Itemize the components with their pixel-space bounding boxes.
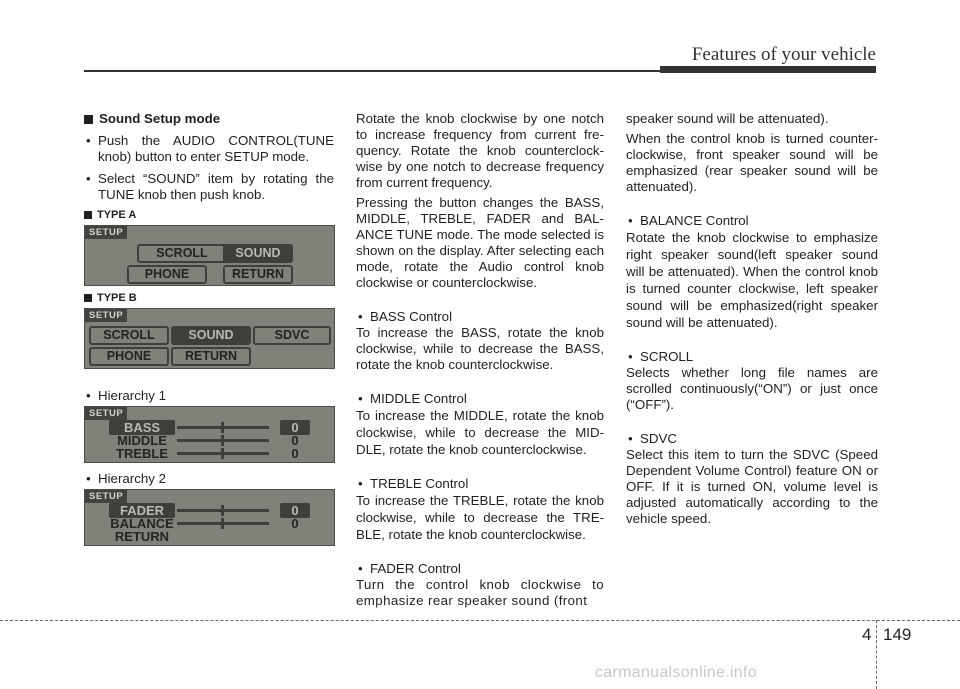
lcd-setup-tag: SETUP — [85, 407, 127, 420]
lcd-setup-tag: SETUP — [85, 490, 127, 503]
scroll-text: Selects whether long file names are scrolled continuously(“ON”) or just once (“OFF”). — [626, 365, 878, 412]
watermark: carmanualsonline.info — [595, 664, 757, 681]
square-bullet-icon — [84, 294, 92, 302]
sdvc-heading: • SDVC — [626, 431, 878, 447]
lcd-bass-slider — [177, 426, 269, 429]
lcd-fader-row: FADER — [109, 503, 175, 518]
lcd-return-item: RETURN — [171, 347, 251, 366]
lcd-middle-value: 0 — [291, 433, 299, 448]
section-heading-text: Sound Setup mode — [99, 111, 221, 126]
sdvc-text: Select this item to turn the SDVC (Speed Dependent Volume Control) feature ON or OFF. If it is turned ON, volume level is adjusted automatically according to the vehicle speed. — [626, 447, 878, 526]
lcd-balance-value: 0 — [291, 516, 299, 531]
type-b-label — [84, 292, 137, 304]
fader-text-2: When the control knob is turned counter-clockwise, front speaker sound will be emphasized (rear speaker sound will be attenuated). — [626, 131, 878, 194]
square-bullet-icon — [84, 211, 92, 219]
lcd-type-a — [84, 225, 335, 286]
slider-knob — [221, 422, 224, 433]
column-1 — [84, 111, 334, 203]
lcd-setup-tag: SETUP — [85, 309, 127, 322]
lcd-middle-row: MIDDLE — [117, 433, 167, 448]
column-3 — [626, 111, 878, 527]
scroll-heading: • SCROLL — [626, 349, 878, 365]
lcd-balance-slider — [177, 522, 269, 525]
lcd-sound-item: SOUND — [171, 326, 251, 345]
middle-heading: • MIDDLE Control — [356, 391, 604, 407]
treble-text: To increase the TREBLE, rotate the knob clockwise, while to decrease the TRE-BLE, rotate the knob counterclockwise. — [356, 493, 604, 542]
lcd-fader-value: 0 — [280, 503, 310, 518]
fader-heading: • FADER Control — [356, 561, 604, 577]
hierarchy-1-label: • Hierarchy 1 — [84, 388, 166, 403]
slider-knob — [221, 448, 224, 459]
lcd-scroll-item: SCROLL — [89, 326, 169, 345]
lcd-sound-item: SOUND — [223, 244, 293, 263]
type-a-label-text: TYPE A — [97, 209, 137, 221]
lcd-treble-value: 0 — [291, 446, 299, 461]
lcd-treble-row: TREBLE — [116, 446, 168, 461]
lcd-return-row: RETURN — [114, 529, 170, 544]
type-a-label — [84, 209, 136, 221]
footer-divider — [876, 620, 877, 689]
lcd-middle-slider — [177, 439, 269, 442]
treble-heading: • TREBLE Control — [356, 476, 604, 492]
paragraph: Pressing the button changes the BASS, MIDDLE, TREBLE, FADER and BAL-ANCE TUNE mode. The mode selected is shown on the display. After selecting each mode, rotate the Audio control knob clockwise or counterclockwise. — [356, 195, 604, 290]
lcd-phone-item: PHONE — [127, 265, 207, 284]
column-2 — [356, 111, 604, 609]
lcd-setup-tag: SETUP — [85, 226, 127, 239]
page-number: 149 — [883, 625, 912, 644]
lcd-treble-slider — [177, 452, 269, 455]
footer-rule — [0, 620, 960, 621]
bullet-item: • Select “SOUND” item by rotating the TUNE knob then push knob. — [84, 171, 334, 203]
slider-knob — [221, 518, 224, 529]
hierarchy-2-label: • Hierarchy 2 — [84, 471, 166, 486]
bass-heading: • BASS Control — [356, 309, 604, 325]
lcd-hierarchy-2 — [84, 489, 335, 546]
lcd-phone-item: PHONE — [89, 347, 169, 366]
lcd-balance-row: BALANCE — [110, 516, 174, 531]
lcd-fader-slider — [177, 509, 269, 512]
header-bar — [660, 66, 876, 73]
lcd-sdvc-item: SDVC — [253, 326, 331, 345]
balance-text: Rotate the knob clockwise to emphasize right speaker sound(left speaker sound will be attenuated). When the control knob is turned counter clockwise, left speaker sound will be emphasized(right speaker sound will be attenuated). — [626, 230, 878, 330]
section-heading — [84, 111, 334, 127]
header-rule — [84, 70, 660, 72]
lcd-hierarchy-1 — [84, 406, 335, 463]
balance-heading: • BALANCE Control — [626, 213, 878, 229]
type-b-label-text: TYPE B — [97, 292, 137, 304]
chapter-number: 4 — [862, 625, 872, 644]
lcd-type-b — [84, 308, 335, 369]
paragraph: Rotate the knob clockwise by one notch to increase frequency from current fre-quency. Rotate the knob counterclock-wise by one notch to decrease frequency from current frequency. — [356, 111, 604, 190]
bass-text: To increase the BASS, rotate the knob clockwise, while to decrease the BASS, rotate the knob counterclockwise. — [356, 325, 604, 372]
middle-text: To increase the MIDDLE, rotate the knob clockwise, while to decrease the MID-DLE, rotate the knob counterclockwise. — [356, 408, 604, 457]
lcd-return-item: RETURN — [223, 265, 293, 284]
bullet-item: • Push the AUDIO CONTROL(TUNE knob) button to enter SETUP mode. — [84, 133, 334, 165]
page-header-title: Features of your vehicle — [691, 44, 876, 65]
lcd-bass-value: 0 — [280, 420, 310, 435]
fader-continued-text: speaker sound will be attenuated). — [626, 111, 829, 126]
lcd-scroll-item: SCROLL — [137, 244, 227, 263]
slider-knob — [221, 505, 224, 516]
lcd-bass-row: BASS — [109, 420, 175, 435]
fader-text: Turn the control knob clockwise to emphasize rear speaker sound (front — [356, 577, 604, 608]
square-bullet-icon — [84, 115, 93, 124]
slider-knob — [221, 435, 224, 446]
